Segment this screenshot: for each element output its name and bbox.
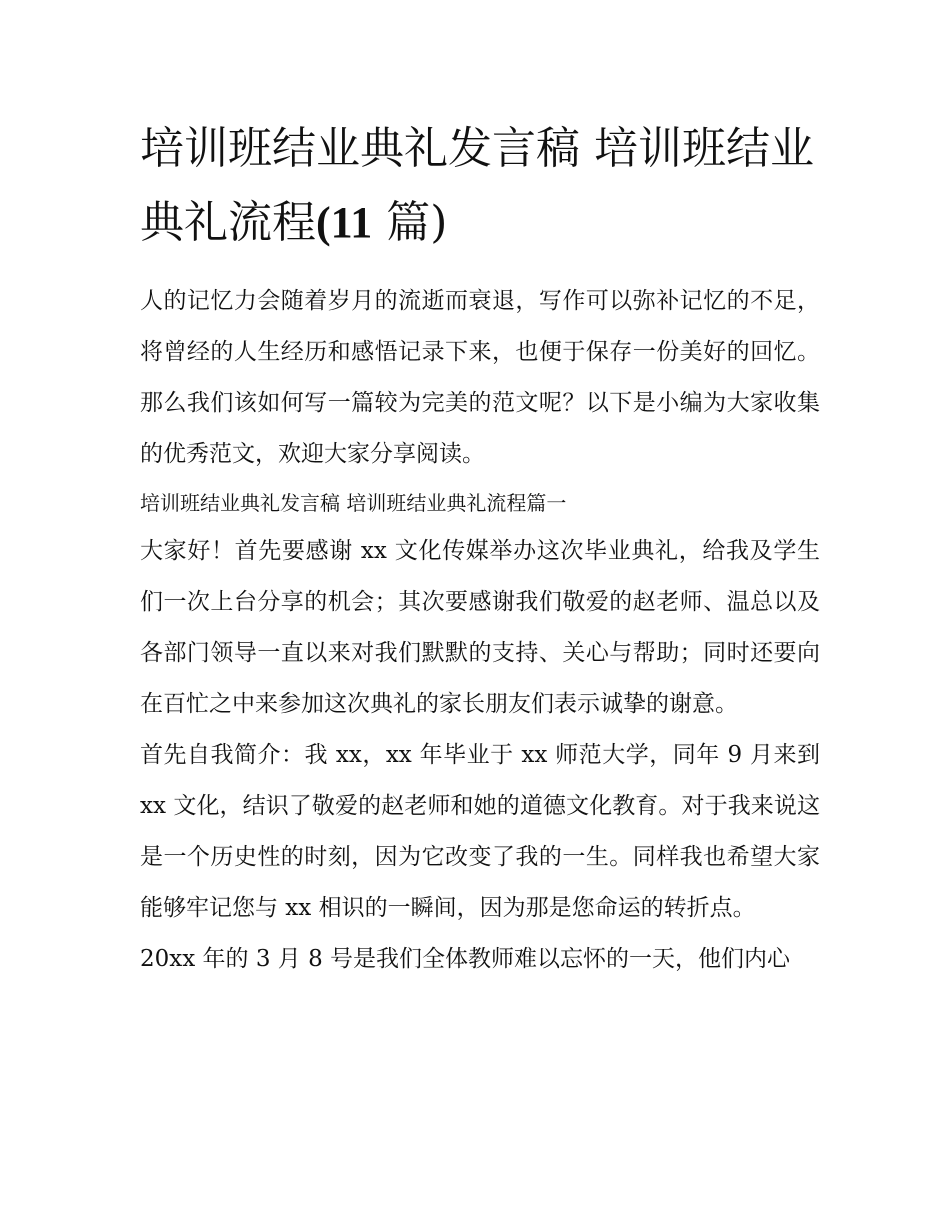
title-suffix: 篇) bbox=[372, 197, 448, 248]
title-count: (11 bbox=[316, 198, 373, 247]
body-paragraph: 首先自我简介：我 xx，xx 年毕业于 xx 师范大学，同年 9 月来到 xx 文化，结识了敬爱的赵老师和她的道德文化教育。对于我来说这是一个历史性的时刻，因为它改变了我的一生。同样我也希望大家能够牢记您与 xx 相识的一瞬间，因为那是您命运的转折点。 bbox=[140, 742, 820, 921]
body-paragraph: 大家好！首先要感谢 xx 文化传媒举办这次毕业典礼，给我及学生们一次上台分享的机会；其次要感谢我们敬爱的赵老师、温总以及各部门领导一直以来对我们默默的支持、关心与帮助；同时还要向在百忙之中来参加这次典礼的家长朋友们表示诚挚的谢意。 bbox=[140, 538, 820, 717]
document-body bbox=[140, 276, 820, 985]
section-heading: 培训班结业典礼发言稿 培训班结业典礼流程篇一 bbox=[140, 491, 567, 515]
title-text: 培训班结业典礼发言稿 培训班结业典礼流程 bbox=[140, 123, 814, 248]
document-title bbox=[140, 112, 820, 260]
body-paragraph: 20xx 年的 3 月 8 号是我们全体教师难以忘怀的一天，他们内心 bbox=[140, 946, 791, 972]
intro-paragraph: 人的记忆力会随着岁月的流逝而衰退，写作可以弥补记忆的不足，将曾经的人生经历和感悟记录下来，也便于保存一份美好的回忆。那么我们该如何写一篇较为完美的范文呢？以下是小编为大家收集的优秀范文，欢迎大家分享阅读。 bbox=[140, 288, 820, 467]
